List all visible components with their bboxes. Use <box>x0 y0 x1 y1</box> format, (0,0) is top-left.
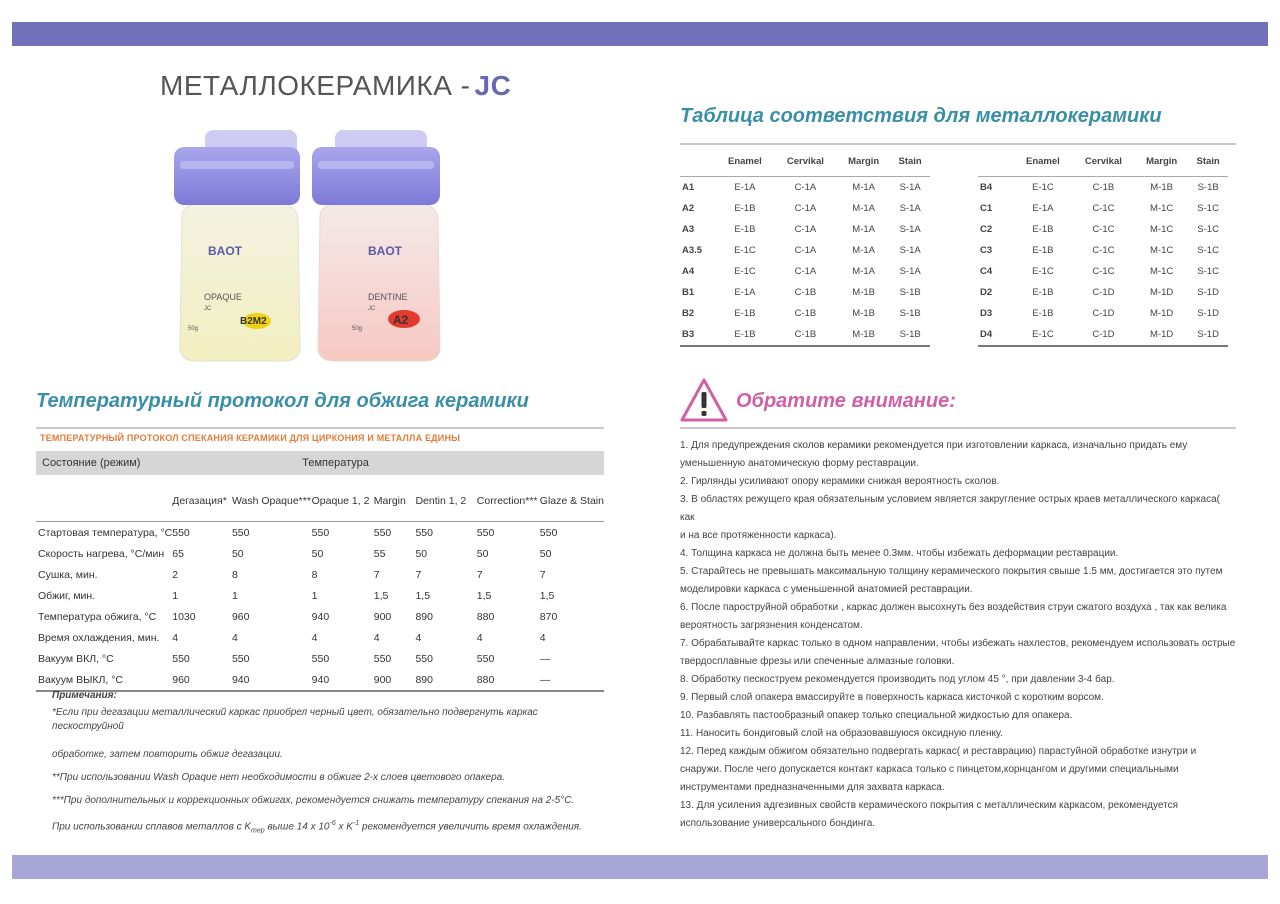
jar2-brand: BAOT <box>368 244 402 258</box>
jc-logo: JC <box>474 70 512 101</box>
table-cell: 940 <box>311 610 330 623</box>
shade-cell: M-1D <box>1135 324 1188 346</box>
warning-line: уменьшенную анатомическую форму реставрации. <box>680 458 919 469</box>
shade-name: D3 <box>980 308 993 319</box>
table-cell: — <box>539 673 551 686</box>
table-cell: 880 <box>476 673 495 686</box>
shade-row <box>680 198 930 219</box>
note-3: ***При дополнительных и коррекционных обжигах, рекомендуется снижать температуру спекания на 2-5°С. <box>52 795 575 806</box>
table-cell: 2 <box>172 568 179 581</box>
shade-name: C2 <box>980 224 993 235</box>
table-cell: 880 <box>476 610 495 623</box>
table-cell: 55 <box>373 547 386 560</box>
table-cell: 900 <box>373 673 392 686</box>
note-4-sup1: -6 <box>329 820 336 827</box>
table-cell: 4 <box>539 631 546 644</box>
brand-title <box>160 70 511 102</box>
shade-cell: S-1B <box>890 324 930 346</box>
table-row <box>36 669 604 691</box>
shade-cell: E-1A <box>1032 203 1054 214</box>
col-header: Wash Opaque*** <box>231 495 311 507</box>
warning-line: 5. Старайтесь не превышать максимальную толщину керамического покрытия свыше 1.5 мм, достигается это путем <box>680 566 1223 577</box>
product-photo <box>160 125 460 365</box>
temp-protocol-subtitle: ТЕМПЕРАТУРНЫЙ ПРОТОКОЛ СПЕКАНИЯ КЕРАМИКИ ДЛЯ ЦИРКОНИЯ И МЕТАЛЛА ЕДИНЫ <box>40 433 461 443</box>
warning-line: 6. После пароструйной обработки , каркас должен высохнуть без воздействия струи сжатого воздуха , так как велика <box>680 602 1227 613</box>
table-cell: 900 <box>373 610 392 623</box>
shade-col-header: Enamel <box>1014 146 1072 177</box>
table-cell: 960 <box>172 673 190 686</box>
table-cell: 550 <box>373 526 392 539</box>
table-cell: 4 <box>231 631 238 644</box>
shade-cell: S-1B <box>899 308 921 319</box>
col-header: Margin <box>373 495 406 507</box>
table-cell: 50 <box>415 547 428 560</box>
warning-line: 2. Гирлянды усиливают опору керамики снижая вероятность сколов. <box>680 476 1000 487</box>
note-4-sup2: -1 <box>352 820 360 827</box>
shade-cell: M-1A <box>852 245 875 256</box>
shade-cell: M-1C <box>1150 224 1174 235</box>
table-cell: 1,5 <box>476 589 492 602</box>
table-row <box>36 564 604 585</box>
table-cell: 65 <box>172 547 184 560</box>
shade-cell: C-1C <box>1092 224 1115 235</box>
warning-line: 4. Толщина каркаса не должна быть менее 0.3мм. чтобы избежать деформации реставрации. <box>680 548 1119 559</box>
row-label: Обжиг, мин. <box>38 589 96 602</box>
brand-title-text: МЕТАЛЛОКЕРАМИКА - <box>160 70 471 101</box>
note-4-mid2: х K <box>335 821 353 833</box>
shade-name: A3 <box>682 224 695 235</box>
warning-icon <box>680 377 728 423</box>
shade-row <box>680 261 930 282</box>
shade-cell: E-1B <box>1032 308 1054 319</box>
shade-row <box>680 240 930 261</box>
temp-table-column-header <box>36 475 604 522</box>
shade-table-right <box>978 146 1228 347</box>
shade-cell: E-1B <box>1032 245 1054 256</box>
temp-protocol-title: Температурный протокол для обжига керамики <box>36 390 529 412</box>
warning-line: и на все протяженности каркаса). <box>680 530 837 541</box>
table-cell: 550 <box>172 526 190 539</box>
table-cell: 890 <box>415 673 433 686</box>
dentine-jar <box>312 147 440 361</box>
shade-cell: S-1D <box>1197 308 1219 319</box>
warning-line: 11. Наносить бондиговый слой на образовавшуюся оксидную пленку. <box>680 728 1003 739</box>
row-label: Температура обжига, °С <box>38 610 157 623</box>
notes-block <box>52 690 612 842</box>
shade-col-header: Stain <box>890 146 930 177</box>
shade-name: A3.5 <box>682 245 703 256</box>
table-cell: 550 <box>539 526 558 539</box>
table-cell: 550 <box>172 652 190 665</box>
shade-row <box>978 324 1228 346</box>
shade-row <box>680 282 930 303</box>
jar2-shade: A2 <box>393 313 409 327</box>
warning-line: 13. Для усиления адгезивных свойств керамического покрытия с металлическим каркасом, рекомендуется <box>680 800 1178 811</box>
shade-name: B1 <box>682 287 695 298</box>
shade-cell: S-1A <box>899 203 921 214</box>
opaque-jar <box>174 147 300 361</box>
table-cell: 1 <box>231 589 238 602</box>
table-cell: 960 <box>231 610 250 623</box>
table-cell: 8 <box>231 568 238 581</box>
warning-divider <box>680 427 1236 429</box>
table-row <box>36 606 604 627</box>
col-header: Dentin 1, 2 <box>415 495 467 507</box>
table-cell: 1030 <box>172 610 196 623</box>
warning-list <box>680 437 1236 833</box>
table-cell: 4 <box>311 631 318 644</box>
jar2-jc: JC <box>368 306 376 312</box>
shade-col-header: Cervikal <box>1072 146 1135 177</box>
shade-row <box>680 324 930 346</box>
warning-line: 3. В областях режущего края обязательным условием является закругление острых краев металлического каркаса( как <box>680 494 1220 523</box>
shade-table-left <box>680 146 930 347</box>
shade-cell: M-1A <box>852 266 875 277</box>
shade-cell: C-1C <box>1092 203 1115 214</box>
notes-title: Примечания: <box>52 690 117 701</box>
shade-cell: S-1A <box>899 245 921 256</box>
row-label: Вакуум ВКЛ, °С <box>38 652 114 665</box>
shade-cell: E-1B <box>734 224 756 235</box>
col-header: Opaque 1, 2 <box>311 495 370 507</box>
match-divider <box>680 143 1236 145</box>
table-cell: 8 <box>311 568 318 581</box>
table-cell: 550 <box>373 652 392 665</box>
row-label: Время охлаждения, мин. <box>38 631 160 644</box>
shade-col-header: Cervikal <box>774 146 837 177</box>
shade-cell: C-1C <box>1092 245 1115 256</box>
shade-cell: E-1B <box>716 324 774 346</box>
note-4-sub: тер <box>251 827 265 835</box>
table-cell: 1,5 <box>539 589 555 602</box>
jar2-type: DENTINE <box>368 292 408 302</box>
jar1-jc: JC <box>204 306 212 312</box>
col-header: Glaze & Stain <box>539 495 604 507</box>
table-row <box>36 627 604 648</box>
table-cell: 1 <box>311 589 318 602</box>
table-cell: 4 <box>476 631 483 644</box>
temperature-label: Температура <box>172 451 604 475</box>
shade-cell: C-1B <box>794 308 817 319</box>
shade-row <box>978 282 1228 303</box>
note-4 <box>52 812 612 842</box>
shade-name: B2 <box>682 308 695 319</box>
shade-cell: M-1C <box>1150 203 1174 214</box>
table-cell: 1 <box>172 589 179 602</box>
table-cell: 4 <box>373 631 380 644</box>
temp-protocol-table <box>36 451 604 692</box>
shade-name: C4 <box>980 266 993 277</box>
shade-name: D4 <box>978 324 1014 346</box>
shade-cell: C-1A <box>794 266 817 277</box>
warning-line: твердосплавные фрезы или спеченные алмазные головки. <box>680 656 955 667</box>
shade-cell: E-1B <box>1032 287 1054 298</box>
shade-row <box>978 240 1228 261</box>
jar1-brand: BAOT <box>208 244 242 258</box>
shade-cell: S-1D <box>1197 287 1219 298</box>
shade-cell: E-1B <box>734 203 756 214</box>
table-row <box>36 585 604 606</box>
table-cell: 7 <box>476 568 483 581</box>
table-cell: 550 <box>231 652 250 665</box>
table-cell: 4 <box>415 631 422 644</box>
table-cell: 550 <box>415 652 433 665</box>
shade-cell: E-1C <box>1032 182 1054 193</box>
warning-line: инструментами предназначенными для захвата каркаса. <box>680 782 945 793</box>
shade-cell: C-1B <box>774 324 837 346</box>
temp-table-group-header <box>36 451 604 475</box>
table-cell: 50 <box>476 547 489 560</box>
table-cell: 870 <box>539 610 558 623</box>
shade-col-header: Enamel <box>716 146 774 177</box>
shade-row <box>978 303 1228 324</box>
table-cell: 550 <box>231 526 250 539</box>
shade-cell: M-1C <box>1150 266 1174 277</box>
shade-cell: M-1A <box>852 203 875 214</box>
shade-name: A2 <box>682 203 695 214</box>
table-cell: 1,5 <box>415 589 431 602</box>
table-cell: 550 <box>476 526 495 539</box>
shade-cell: M-1A <box>852 182 875 193</box>
table-cell: 890 <box>415 610 433 623</box>
table-cell: 50 <box>231 547 244 560</box>
row-label: Вакуум ВЫКЛ, °С <box>38 673 123 686</box>
shade-name: C1 <box>980 203 993 214</box>
shade-cell: S-1C <box>1197 203 1219 214</box>
shade-name: C3 <box>980 245 993 256</box>
note-4-post: рекомендуется увеличить время охлаждения. <box>359 821 582 833</box>
table-cell: — <box>539 652 551 665</box>
shade-cell: M-1C <box>1150 245 1174 256</box>
shade-row <box>978 177 1228 199</box>
warning-title: Обратите внимание: <box>736 390 956 412</box>
table-cell: 940 <box>311 673 330 686</box>
shade-row <box>978 261 1228 282</box>
shade-cell: S-1A <box>899 224 921 235</box>
shade-cell: S-1C <box>1197 266 1219 277</box>
shade-cell: E-1B <box>1032 224 1054 235</box>
shade-cell: S-1A <box>899 266 921 277</box>
shade-row <box>978 198 1228 219</box>
warning-line: моделировки каркаса с уменьшенной анатомией реставрации. <box>680 584 973 595</box>
table-cell: 940 <box>231 673 250 686</box>
table-row <box>36 648 604 669</box>
shade-col-header: Margin <box>837 146 890 177</box>
row-label: Сушка, мин. <box>38 568 98 581</box>
shade-cell: E-1A <box>734 287 756 298</box>
note-2: **При использовании Wash Opaque нет необходимости в обжиге 2-х слоев цветового опакера. <box>52 772 506 783</box>
note-1b: обработке, затем повторить обжиг дегазации. <box>52 749 283 760</box>
shade-cell: C-1A <box>794 224 817 235</box>
table-cell: 7 <box>373 568 380 581</box>
table-cell: 50 <box>539 547 552 560</box>
table-cell: 7 <box>415 568 422 581</box>
shade-cell: C-1D <box>1072 324 1135 346</box>
table-cell: 7 <box>539 568 546 581</box>
jar1-type: OPAQUE <box>204 292 242 302</box>
shade-cell: C-1A <box>794 203 817 214</box>
shade-cell: C-1C <box>1092 266 1115 277</box>
shade-name: B4 <box>980 182 993 193</box>
shade-cell: E-1C <box>1032 266 1054 277</box>
shade-cell: S-1A <box>899 182 921 193</box>
shade-name: A4 <box>682 266 695 277</box>
shade-name: B3 <box>680 324 716 346</box>
note-4-mid: выше 14 х 10 <box>264 821 330 833</box>
shade-cell: E-1C <box>734 245 756 256</box>
warning-line: 7. Обрабатывайте каркас только в одном направлении, чтобы избежать нахлестов, рекомендуем использовать острые <box>680 638 1236 649</box>
shade-cell: M-1D <box>1150 308 1174 319</box>
col-header: Correction*** <box>476 495 538 507</box>
warning-line: 12. Перед каждым обжигом обязательно подвергать каркас( и реставрацию) парастуйной обработке изнутри и <box>680 746 1197 757</box>
shade-row <box>978 219 1228 240</box>
shade-col-header: Margin <box>1135 146 1188 177</box>
shade-cell: C-1A <box>794 245 817 256</box>
state-label: Состояние (режим) <box>36 451 172 475</box>
shade-cell: S-1B <box>1197 182 1219 193</box>
note-1a: *Если при дегазации металлический каркас приобрел черный цвет, обязательно подвергнуть каркас пескоструйной <box>52 707 538 732</box>
warning-line: 8. Обработку пескоструем рекомендуется производить под углом 45 °, при давлении 3-4 бар. <box>680 674 1115 685</box>
temp-divider <box>36 427 604 429</box>
shade-cell: C-1A <box>794 182 817 193</box>
table-row <box>36 522 604 544</box>
jar1-shade: B2M2 <box>240 316 267 327</box>
shade-cell: M-1B <box>837 324 890 346</box>
shade-cell: C-1D <box>1092 287 1115 298</box>
shade-cell: E-1A <box>734 182 756 193</box>
shade-cell: E-1C <box>1014 324 1072 346</box>
col-header: Дегазация* <box>172 495 227 507</box>
shade-row <box>680 177 930 199</box>
table-cell: 50 <box>311 547 324 560</box>
row-label: Стартовая температура, °С <box>38 526 173 539</box>
jar2-weight: 50g <box>352 326 363 332</box>
shade-name: A1 <box>682 182 695 193</box>
shade-cell: C-1D <box>1092 308 1115 319</box>
table-cell: 550 <box>415 526 433 539</box>
warning-line: снаружи. После чего допускается контакт каркаса только с пинцетом,корнцангом и другими специальными <box>680 764 1179 775</box>
shade-cell: S-1C <box>1197 224 1219 235</box>
shade-cell: M-1D <box>1150 287 1174 298</box>
table-cell: 1,5 <box>373 589 389 602</box>
warning-line: 10. Разбавлять пастообразный опакер только специальной жидкостью для опакера. <box>680 710 1073 721</box>
shade-cell: S-1C <box>1197 245 1219 256</box>
table-cell: 4 <box>172 631 179 644</box>
note-4-pre: При использовании сплавов металлов с K <box>52 821 252 833</box>
shade-cell: C-1B <box>1092 182 1115 193</box>
table-row <box>36 543 604 564</box>
shade-cell: M-1A <box>852 224 875 235</box>
warning-line: использование универсального бондинга. <box>680 818 876 829</box>
shade-cell: S-1D <box>1188 324 1228 346</box>
table-cell: 550 <box>311 526 330 539</box>
row-label: Скорость нагрева, °С/мин <box>38 547 165 560</box>
shade-cell: S-1B <box>899 287 921 298</box>
bottom-band <box>12 855 1268 879</box>
warning-line: 9. Первый слой опакера вмассируйте в поверхность каркаса кисточкой с коротким ворсом. <box>680 692 1104 703</box>
shade-row <box>680 303 930 324</box>
shade-name: D2 <box>980 287 993 298</box>
shade-col-header: Stain <box>1188 146 1228 177</box>
table-cell: 550 <box>476 652 495 665</box>
warning-line: 1. Для предупреждения сколов керамики рекомендуется при изготовлении каркаса, изначально придать ему <box>680 440 1188 451</box>
shade-cell: E-1C <box>734 266 756 277</box>
jar1-weight: 50g <box>188 326 199 332</box>
shade-row <box>680 219 930 240</box>
shade-cell: E-1B <box>734 308 756 319</box>
warning-line: вероятность загрязнения конденсатом. <box>680 620 863 631</box>
match-table-title: Таблица соответствия для металлокерамики <box>680 105 1162 127</box>
shade-cell: M-1B <box>1150 182 1173 193</box>
top-band <box>12 22 1268 46</box>
shade-cell: C-1B <box>794 287 817 298</box>
shade-cell: M-1B <box>852 287 875 298</box>
table-cell: 550 <box>311 652 330 665</box>
shade-cell: M-1B <box>852 308 875 319</box>
